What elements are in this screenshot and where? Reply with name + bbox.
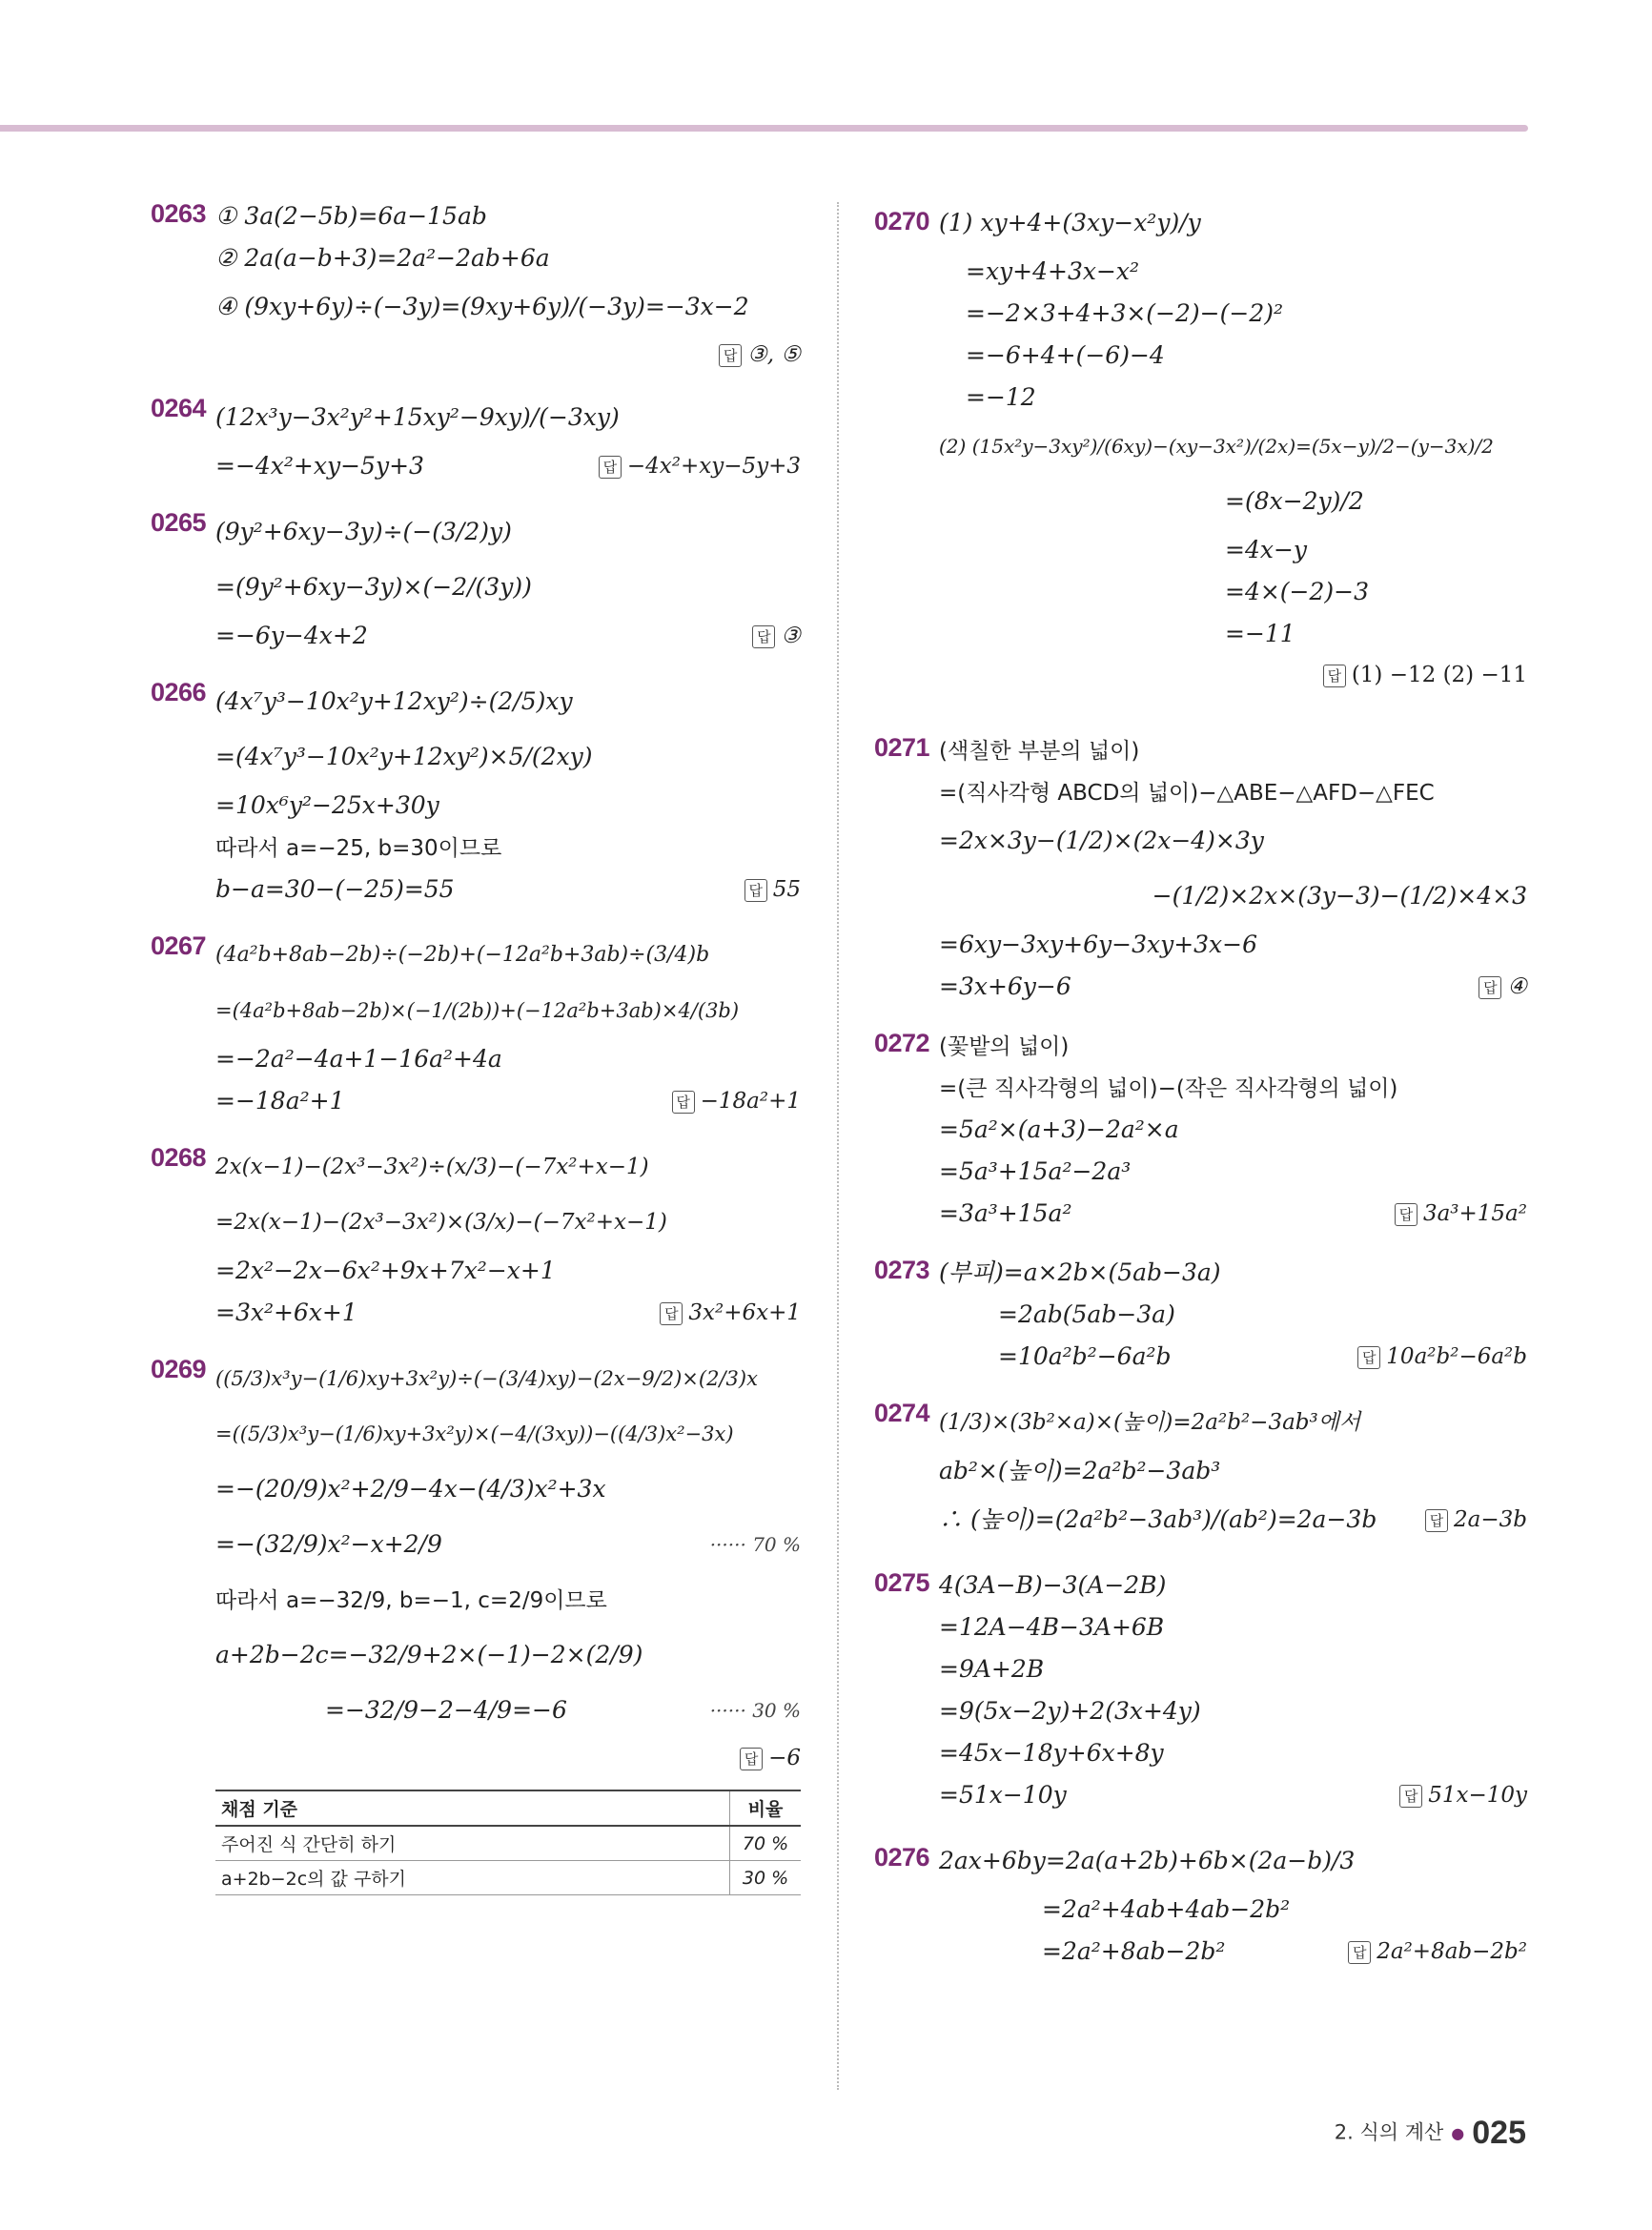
chapter-title: 2. 식의 계산 [1334,2120,1444,2144]
solution-line: =51x−10y 답 51x−10y [939,1781,1527,1809]
problem-0268 [151,1139,801,1334]
solution-line: =9(5x−2y)+2(3x+4y) [939,1697,1201,1725]
problem-number: 0272 [874,1029,930,1057]
solution-line: =9A+2B [939,1655,1045,1683]
problem-number: 0270 [874,207,930,235]
answer: −18a²+1 [700,1089,801,1114]
solution-line: =−18a²+1 답 −18a²+1 [215,1087,801,1115]
page-footer [1335,2115,1526,2152]
problem-number: 0266 [151,678,207,706]
answer-mark-icon: 답 [1479,976,1501,999]
answer-mark-icon: 답 [1357,1346,1380,1369]
answer: 3a³+15a² [1422,1201,1527,1226]
solution-line: =(큰 직사각형의 넓이)−(작은 직사각형의 넓이) [939,1076,1398,1101]
table-row: 주어진 식 간단히 하기 70 % [215,1826,801,1861]
solution-line: =−6+4+(−6)−4 [966,341,1165,369]
solution-line: =3x+6y−6 답 ④ [939,972,1527,1000]
solution-line: 4(3A−B)−3(A−2B) [939,1571,1167,1599]
solution-line: =4×(−2)−3 [1225,578,1370,605]
solution-line: =45x−18y+6x+8y [939,1739,1164,1767]
solution-line: =−4x²+xy−5y+3 답 −4x²+xy−5y+3 [215,452,801,480]
solution-line: =(4x⁷y³−10x²y+12xy²)×5/(2xy) [215,743,593,770]
problem-number: 0274 [874,1399,930,1427]
header-rule [0,125,1528,132]
solution-line: ab²×(높이)=2a²b²−3ab³ [939,1457,1221,1484]
answer: 답 (1) −12 (2) −11 [939,655,1527,695]
answer-mark-icon: 답 [672,1091,695,1114]
answer: 2a−3b [1454,1507,1527,1532]
solution-line: −(1/2)×2x×(3y−3)−(1/2)×4×3 [1152,882,1527,910]
problem-0272 [874,1025,1527,1235]
answer-mark-icon: 답 [660,1302,683,1325]
problem-0274 [874,1395,1527,1547]
solution-line: 따라서 a=−32/9, b=−1, c=2/9이므로 [215,1588,607,1613]
answer: 51x−10y [1428,1783,1527,1808]
solution-line: =10a²b²−6a²b 답 10a²b²−6a²b [998,1342,1527,1370]
problem-0276 [874,1833,1527,1973]
solution-line: a+2b−2c=−32/9+2×(−1)−2×(2/9) [215,1641,643,1668]
right-column [874,195,1527,1973]
solution-line: ④ (9xy+6y)÷(−3y)=(9xy+6y)/(−3y)=−3x−2 [215,293,749,320]
answer: 3x²+6x+1 [688,1300,801,1325]
problem-0271 [874,729,1527,1008]
solution-line: =2a²+4ab+4ab−2b² [1042,1895,1291,1923]
solution-line: =(4a²b+8ab−2b)×(−1/(2b))+(−12a²b+3ab)×4/(3b) [215,999,740,1022]
problem-0270 [874,195,1527,695]
table-row: a+2b−2c의 값 구하기 30 % [215,1861,801,1895]
solution-line: =6xy−3xy+6y−3xy+3x−6 [939,931,1258,958]
answer-mark-icon: 답 [1399,1785,1422,1808]
solution-line: =−6y−4x+2 답 ③ [215,622,801,649]
solution-line: =4x−y [1225,536,1308,563]
solution-line: (색칠한 부분의 넓이) [939,739,1140,764]
problem-number: 0276 [874,1843,930,1872]
answer: 55 [772,877,801,902]
page-number: 025 [1472,2115,1526,2151]
answer: 답 ③, ⑤ [215,335,801,375]
solution-line: =10x⁶y²−25x+30y [215,791,439,819]
left-column [151,195,801,1895]
solution-line: (부피)=a×2b×(5ab−3a) [939,1258,1221,1286]
solution-line: =−32/9−2−4/9=−6 ······ 30 % [215,1683,801,1738]
solution-line: =−2a²−4a+1−16a²+4a [215,1045,502,1073]
score-percent: ······ 70 % [709,1533,801,1556]
grading-rubric-table [215,1790,801,1895]
solution-line: =12A−4B−3A+6B [939,1613,1165,1641]
problem-0273 [874,1252,1527,1378]
problem-0267 [151,928,801,1122]
solution-line: ② 2a(a−b+3)=2a²−2ab+6a [215,244,550,272]
answer-mark-icon: 답 [1348,1941,1371,1964]
problem-number: 0264 [151,394,207,422]
problem-number: 0269 [151,1355,207,1383]
solution-line: =5a²×(a+3)−2a²×a [939,1115,1179,1143]
answer-mark-icon: 답 [1395,1203,1417,1226]
problem-number: 0271 [874,733,930,762]
solution-line: =5a³+15a²−2a³ [939,1157,1132,1185]
solution-line: =2a²+8ab−2b² 답 2a²+8ab−2b² [1042,1937,1527,1965]
solution-line: =(8x−2y)/2 [1225,487,1364,515]
solution-line: 따라서 a=−25, b=30이므로 [215,836,502,861]
problem-0265 [151,504,801,657]
solution-line: =−(20/9)x²+2/9−4x−(4/3)x²+3x [215,1475,606,1503]
answer-mark-icon: 답 [1323,665,1346,687]
answer: −4x²+xy−5y+3 [626,454,801,479]
solution-line: =2x(x−1)−(2x³−3x²)×(3/x)−(−7x²+x−1) [215,1210,667,1235]
solution-line: (12x³y−3x²y²+15xy²−9xy)/(−3xy) [215,403,620,431]
solution-line: (꽃밭의 넓이) [939,1034,1070,1059]
solution-line: =−2×3+4+3×(−2)−(−2)² [966,299,1283,327]
solution-line: (2) (15x²y−3xy²)/(6xy)−(xy−3x²)/(2x)=(5x−y)/2−(y−3x)/2 [939,435,1494,458]
solution-line: (1/3)×(3b²×a)×(높이)=2a²b²−3ab³에서 [939,1410,1361,1435]
problem-number: 0273 [874,1256,930,1284]
answer-mark-icon: 답 [752,625,775,648]
problem-0269 [151,1351,801,1895]
solution-line: =xy+4+3x−x² [966,257,1140,285]
solution-line: (4a²b+8ab−2b)÷(−2b)+(−12a²b+3ab)÷(3/4)b [215,943,710,967]
problem-number: 0275 [874,1568,930,1597]
solution-line: =(직사각형 ABCD의 넓이)−△ABE−△AFD−△FEC [939,781,1435,806]
solution-line: =−11 [1225,620,1295,647]
answer-mark-icon: 답 [740,1748,763,1770]
problem-number: 0265 [151,508,207,537]
answer: 2a²+8ab−2b² [1377,1939,1527,1964]
problem-0264 [151,390,801,487]
solution-line: ∴ (높이)=(2a²b²−3ab³)/(ab²)=2a−3b 답 2a−3b [939,1505,1527,1533]
answer-mark-icon: 답 [719,344,742,367]
problem-0263 [151,195,801,375]
problem-0275 [874,1565,1527,1816]
solution-line: =−12 [966,383,1036,411]
solution-line: =2x×3y−(1/2)×(2x−4)×3y [939,827,1264,854]
solution-line: =((5/3)x³y−(1/6)xy+3x²y)×(−4/(3xy))−((4/3)x²−3x) [215,1422,734,1445]
problem-0266 [151,674,801,910]
solution-line: (4x⁷y³−10x²y+12xy²)÷(2/5)xy [215,687,573,715]
solution-line: =2ab(5ab−3a) [998,1300,1175,1328]
solution-line: (1) xy+4+(3xy−x²y)/y [939,209,1201,236]
answer-mark-icon: 답 [744,879,767,902]
problem-number: 0267 [151,931,207,960]
solution-line: (9y²+6xy−3y)÷(−(3/2)y) [215,518,512,545]
answer: 10a²b²−6a²b [1386,1344,1527,1369]
problem-number: 0268 [151,1143,207,1172]
answer-mark-icon: 답 [1425,1509,1448,1532]
solution-line: 2x(x−1)−(2x³−3x²)÷(x/3)−(−7x²+x−1) [215,1155,649,1179]
answer-mark-icon: 답 [599,456,622,479]
solution-line: =(9y²+6xy−3y)×(−2/(3y)) [215,573,532,601]
solution-line: ① 3a(2−5b)=6a−15ab [215,202,487,230]
solution-line: b−a=30−(−25)=55 답 55 [215,875,801,903]
problem-number: 0263 [151,199,207,228]
answer: 답 −6 [215,1738,801,1778]
answer: ③ [781,624,801,648]
column-divider [837,202,839,2090]
score-percent: ······ 30 % [709,1699,801,1722]
solution-line: =3x²+6x+1 답 3x²+6x+1 [215,1299,801,1326]
solution-line: =−(32/9)x²−x+2/9 ······ 70 % [215,1517,801,1572]
solution-line: ((5/3)x³y−(1/6)xy+3x²y)÷(−(3/4)xy)−(2x−9/2)×(2/3)x [215,1367,758,1390]
answer: ④ [1507,974,1527,999]
table-header-row: 채점 기준 비율 [215,1790,801,1826]
bullet-icon: ● [1451,2124,1465,2142]
solution-line: =3a³+15a² 답 3a³+15a² [939,1199,1527,1227]
solution-line: 2ax+6by=2a(a+2b)+6b×(2a−b)/3 [939,1847,1356,1874]
solution-line: =2x²−2x−6x²+9x+7x²−x+1 [215,1257,556,1284]
